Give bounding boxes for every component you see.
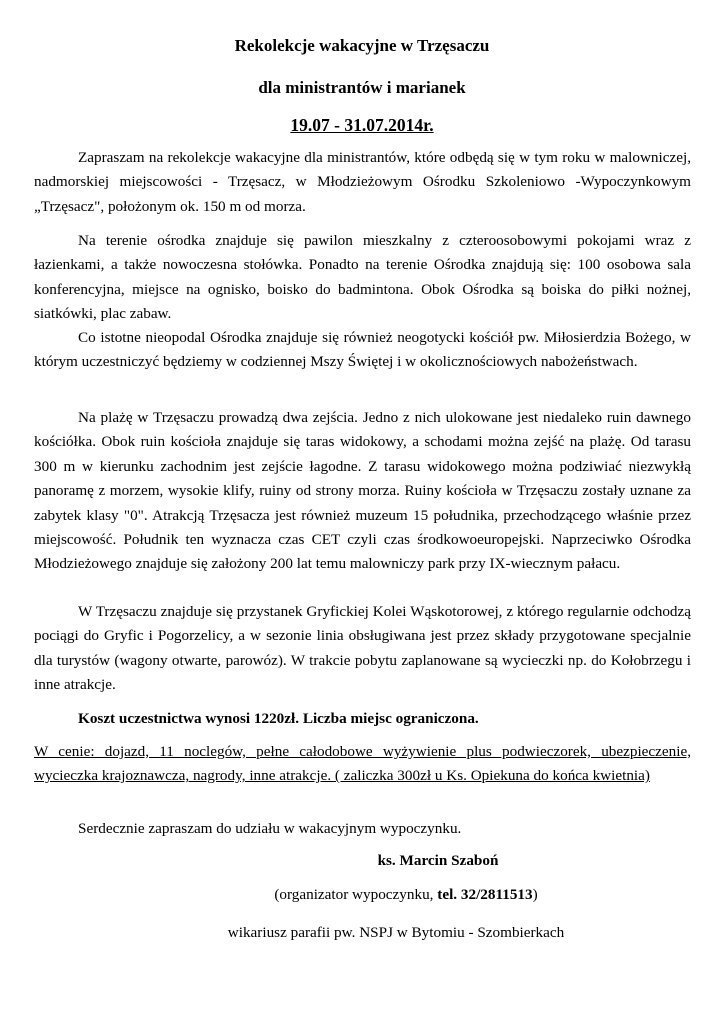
role-prefix: (organizator wypoczynku, bbox=[274, 886, 438, 903]
paragraph-facilities: Na terenie ośrodka znajduje się pawilon mieszkalny z czteroosobowymi pokojami wraz z łazienkami, a także nowoczesna stołówka. Ponadto na terenie Ośrodka znajdują się: 100 osobowa sala konferencyjna, miejsce na ognisko, boisko do badmintona. Obok Ośrodka są boiska do piłki nożnej, siatkówki, plac zabaw. bbox=[34, 232, 691, 323]
signature-position: wikariusz parafii pw. NSPJ w Bytomiu - Szombierkach bbox=[227, 924, 565, 941]
paragraph-railway: W Trzęsaczu znajduje się przystanek Gryfickiej Kolei Wąskotorowej, z którego regularnie odchodzą pociągi do Gryfic i Pogorzelicy, a w sezonie linia obsługiwana jest przez składy przygotowane specjalnie dla turystów (wagony otwarte, parowóz). W trakcie pobytu zaplanowane są wycieczki np. do Kołobrzegu i inne atrakcje. bbox=[34, 603, 691, 694]
price-includes: W cenie: dojazd, 11 noclegów, pełne całodobowe wyżywienie plus podwieczorek, ubezpieczenie, wycieczka krajoznawcza, nagrody, inne atrakcje. ( zaliczka 300zł u Ks. Opiekuna do końca kwietnia) bbox=[34, 743, 691, 785]
signature-role bbox=[44, 885, 724, 905]
role-suffix: ) bbox=[532, 886, 538, 903]
cost-statement: Koszt uczestnictwa wynosi 1220zł. Liczba miejsc ograniczona. bbox=[78, 710, 479, 727]
title-line-2: dla ministrantów i marianek bbox=[258, 78, 466, 97]
paragraph-intro: Zapraszam na rekolekcje wakacyjne dla ministrantów, które odbędą się w tym roku w malowniczej, nadmorskiej miejscowości - Trzęsacz, w Młodzieżowym Ośrodku Szkoleniowo -Wypoczynkowym „Trzęsacz", położonym ok. 150 m od morza. bbox=[34, 149, 691, 215]
title-line-1: Rekolekcje wakacyjne w Trzęsaczu bbox=[234, 36, 490, 55]
paragraph-church: Co istotne nieopodal Ośrodka znajduje się również neogotycki kościół pw. Miłosierdzia Bożego, w którym uczestniczyć będziemy w codziennej Mszy Świętej i w okolicznościowych nabożeństwach. bbox=[34, 329, 691, 371]
paragraph-beach: Na plażę w Trzęsaczu prowadzą dwa zejścia. Jedno z nich ulokowane jest niedaleko ruin dawnego kościółka. Obok ruin kościoła znajduje się taras widokowy, a schodami można zejść na plażę. Od tarasu 300 m w kierunku zachodnim jest zejście łagodne. Z tarasu widokowego można podziwiać niezwykłą panoramę z morzem, wysokie klify, ruiny od strony morza. Ruiny kościoła w Trzęsaczu zostały uznane za zabytek klasy "0". Atrakcją Trzęsacza jest również muzeum 15 południka, przechodzącego właśnie przez miejscowość. Południk ten wyznacza czas CET czyli czas środkowoeuropejski. Naprzeciwko Ośrodka Młodzieżowego znajduje się założony 200 lat temu malowniczy park przy IX-wiecznym pałacu. bbox=[34, 409, 691, 573]
phone-number: tel. 32/2811513 bbox=[437, 886, 533, 903]
signature-name: ks. Marcin Szaboń bbox=[377, 852, 499, 869]
title-dates: 19.07 - 31.07.2014r. bbox=[290, 115, 434, 135]
invitation-text: Serdecznie zapraszam do udziału w wakacyjnym wypoczynku. bbox=[78, 820, 462, 837]
